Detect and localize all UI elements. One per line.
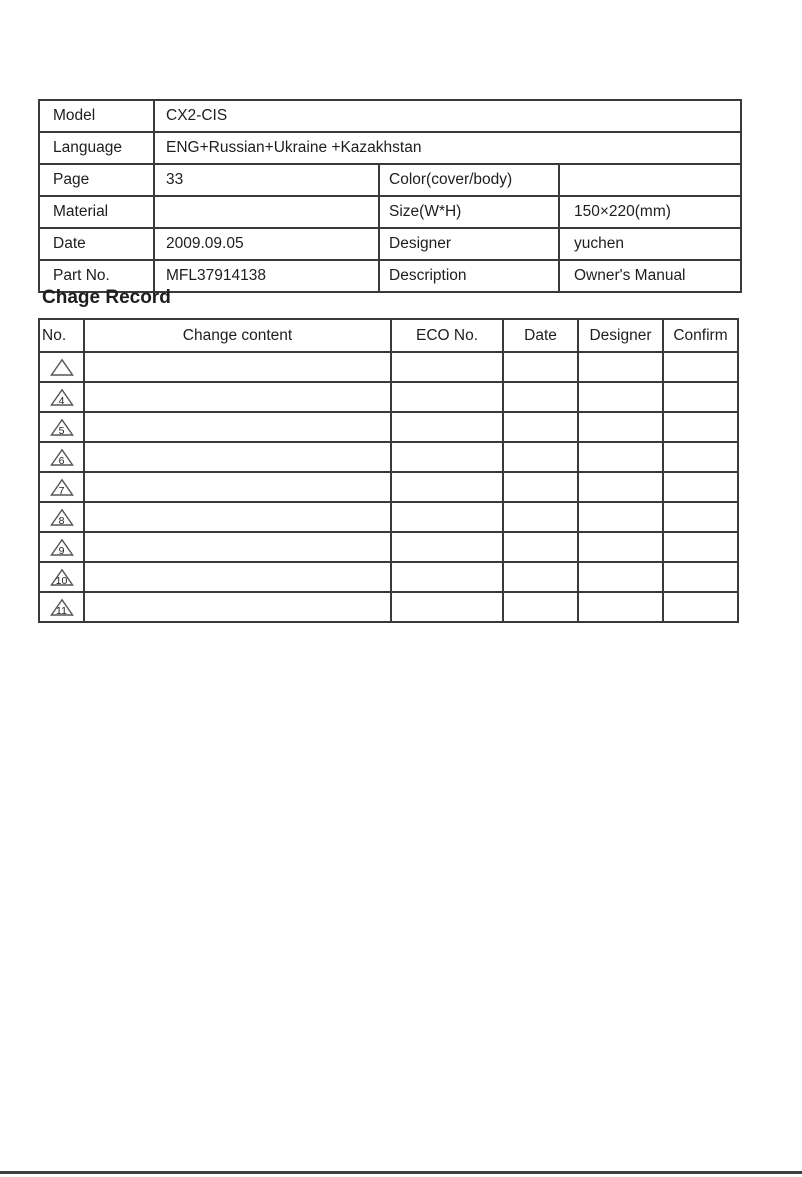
spec-value-language: ENG+Russian+Ukraine +Kazakhstan [154,132,741,164]
spec-value-description: Owner's Manual [559,260,741,292]
spec-label-description: Description [379,260,559,292]
change-content-cell [84,592,391,622]
spec-value-size: 150×220(mm) [559,196,741,228]
designer-cell [578,562,663,592]
revision-number: 7 [58,484,65,497]
spec-row-page [39,164,741,196]
column-header-change-content: Change content [84,319,391,352]
eco-no-cell [391,502,503,532]
designer-cell [578,382,663,412]
revision-triangle-icon [50,508,74,527]
column-header-no: No. [39,319,84,352]
revision-number: 10 [55,574,68,587]
change-record-row [39,562,738,592]
eco-no-cell [391,442,503,472]
revision-triangle-icon [50,478,74,497]
spec-row-language [39,132,741,164]
change-record-row [39,472,738,502]
change-record-table [38,318,739,623]
date-cell [503,382,578,412]
change-record-row [39,502,738,532]
designer-cell [578,592,663,622]
no-cell [39,562,84,592]
change-record-heading: Chage Record [42,287,171,308]
confirm-cell [663,532,738,562]
designer-cell [578,532,663,562]
revision-triangle-icon [50,418,74,437]
date-cell [503,592,578,622]
confirm-cell [663,442,738,472]
spec-label-material: Material [39,196,154,228]
spec-label-model: Model [39,100,154,132]
confirm-cell [663,382,738,412]
change-content-cell [84,382,391,412]
spec-label-date: Date [39,228,154,260]
confirm-cell [663,352,738,382]
eco-no-cell [391,532,503,562]
revision-number: 11 [56,604,67,617]
revision-triangle-icon [50,598,74,617]
eco-no-cell [391,592,503,622]
eco-no-cell [391,352,503,382]
date-cell [503,562,578,592]
confirm-cell [663,592,738,622]
spec-value-page: 33 [154,164,379,196]
column-header-date: Date [503,319,578,352]
date-cell [503,532,578,562]
spec-table [38,99,742,293]
revision-number: 8 [58,514,65,527]
designer-cell [578,472,663,502]
date-cell [503,502,578,532]
revision-triangle-icon [50,538,74,557]
confirm-cell [663,412,738,442]
change-content-cell [84,562,391,592]
no-cell [39,442,84,472]
spec-label-size: Size(W*H) [379,196,559,228]
spec-row-date [39,228,741,260]
change-record-row [39,442,738,472]
spec-row-material [39,196,741,228]
designer-cell [578,352,663,382]
spec-value-partno: MFL37914138 [154,260,379,292]
revision-triangle-icon [50,448,74,467]
no-cell [39,532,84,562]
revision-triangle-icon [50,358,74,377]
change-content-cell [84,532,391,562]
column-header-eco-no: ECO No. [391,319,503,352]
eco-no-cell [391,382,503,412]
change-record-row [39,382,738,412]
change-record-row [39,412,738,442]
spec-label-partno: Part No. [39,260,154,292]
eco-no-cell [391,412,503,442]
change-content-cell [84,412,391,442]
designer-cell [578,412,663,442]
date-cell [503,412,578,442]
date-cell [503,352,578,382]
change-record-row [39,352,738,382]
change-content-cell [84,502,391,532]
column-header-confirm: Confirm [663,319,738,352]
change-content-cell [84,472,391,502]
confirm-cell [663,562,738,592]
spec-label-designer: Designer [379,228,559,260]
spec-label-color: Color(cover/body) [379,164,559,196]
column-header-designer: Designer [578,319,663,352]
spec-row-model [39,100,741,132]
revision-triangle-icon [50,388,74,407]
change-content-cell [84,442,391,472]
revision-number: 9 [58,544,65,557]
spec-value-color [559,164,741,196]
spec-value-date: 2009.09.05 [154,228,379,260]
designer-cell [578,442,663,472]
revision-number: 6 [58,454,65,467]
no-cell [39,592,84,622]
confirm-cell [663,472,738,502]
change-record-row [39,532,738,562]
no-cell [39,472,84,502]
change-record-header-row [39,319,738,352]
confirm-cell [663,502,738,532]
eco-no-cell [391,472,503,502]
designer-cell [578,502,663,532]
no-cell [39,502,84,532]
change-content-cell [84,352,391,382]
date-cell [503,472,578,502]
date-cell [503,442,578,472]
eco-no-cell [391,562,503,592]
revision-number: 5 [58,424,65,437]
no-cell [39,382,84,412]
change-record-row [39,592,738,622]
spec-value-designer: yuchen [559,228,741,260]
revision-triangle-icon [50,568,74,587]
revision-number: 4 [58,394,65,407]
spec-label-language: Language [39,132,154,164]
spec-value-material [154,196,379,228]
no-cell [39,412,84,442]
page-bottom-rule [0,1171,802,1174]
spec-label-page: Page [39,164,154,196]
spec-value-model: CX2-CIS [154,100,741,132]
no-cell [39,352,84,382]
